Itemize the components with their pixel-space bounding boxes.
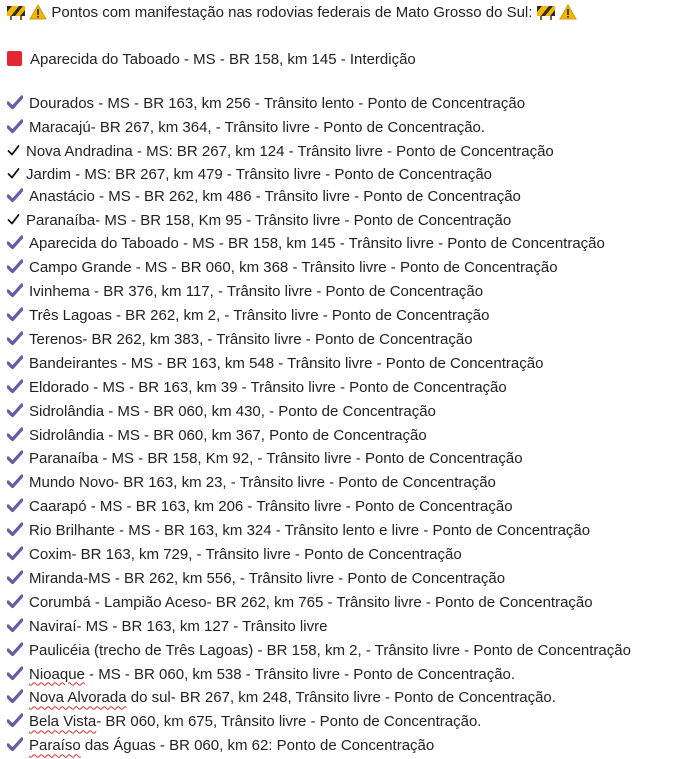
list-item [7, 687, 697, 711]
list-item-text: Eldorado - MS - BR 163, km 39 - Trânsito livre - Ponto de Concentração [29, 378, 507, 396]
spacer [7, 27, 697, 49]
list-item-text: Mundo Novo- BR 163, km 23, - Trânsito livre - Ponto de Concentração [29, 474, 496, 492]
list-item-text: Paranaíba- MS - BR 158, Km 95 - Trânsito livre - Ponto de Concentração [26, 212, 512, 230]
heavy-check-icon [7, 450, 23, 472]
header-title: Pontos com manifestação nas rodovias federais de Mato Grosso do Sul: [51, 4, 533, 21]
header-line [7, 2, 697, 27]
list-item-text: Miranda-MS - BR 262, km 556, - Trânsito livre - Ponto de Concentração [29, 569, 506, 587]
list-item-text: Ivinhema - BR 376, km 117, - Trânsito livre - Ponto de Concentração [29, 283, 484, 301]
list-item-text: Sidrolândia - MS - BR 060, km 367, Ponto de Concentração [29, 426, 427, 444]
spellcheck-word: Bela Vista [29, 713, 97, 731]
list-item-text: Terenos- BR 262, km 383, - Trânsito livre - Ponto de Concentração [29, 330, 473, 348]
heavy-check-icon [7, 331, 23, 353]
heavy-check-icon [7, 307, 23, 329]
list-item-text: - MS - BR 060, km 538 - Trânsito livre - Ponto de Concentração. [84, 665, 516, 683]
list-item [7, 353, 697, 377]
list-item-text: Aparecida do Taboado - MS - BR 158, km 145 - Trânsito livre - Ponto de Concentração [29, 235, 605, 253]
heavy-check-icon [7, 235, 23, 257]
check-icon [7, 142, 20, 164]
heavy-check-icon [7, 498, 23, 520]
heavy-check-icon [7, 403, 23, 425]
spellcheck-word: Paraíso [29, 737, 81, 755]
list-item-text: Dourados - MS - BR 163, km 256 - Trânsito lento - Ponto de Concentração [29, 94, 526, 112]
list-item-text: Sidrolândia - MS - BR 060, km 430, - Ponto de Concentração [29, 402, 436, 420]
list-item-text: Rio Brilhante - MS - BR 163, km 324 - Trânsito lento e livre - Ponto de Concentração [29, 522, 591, 540]
list-item-text: Caarapó - MS - BR 163, km 206 - Trânsito livre - Ponto de Concentração [29, 498, 513, 516]
list-item [7, 472, 697, 496]
heavy-check-icon [7, 594, 23, 616]
list-item [7, 592, 697, 616]
list-item-text: Naviraí- MS - BR 163, km 127 - Trânsito livre [29, 617, 328, 635]
red-square-icon [7, 51, 22, 66]
spacer [7, 71, 697, 93]
list-item [7, 164, 697, 187]
heavy-check-icon [7, 427, 23, 449]
heavy-check-icon [7, 188, 23, 210]
list-item [7, 117, 697, 141]
alert-line [7, 49, 697, 71]
list-item [7, 377, 697, 401]
check-icon [7, 211, 20, 233]
list-item-text: - BR 060, km 675, Trânsito livre - Ponto de Concentração. [96, 713, 482, 731]
spellcheck-word: Nova Alvorada [29, 689, 127, 707]
list-item-text: Nova Andradina - MS: BR 267, km 124 - Trânsito livre - Ponto de Concentração [26, 142, 554, 160]
heavy-check-icon [7, 618, 23, 640]
check-icon [7, 165, 20, 187]
list-item [7, 401, 697, 425]
list-item [7, 186, 697, 210]
list-item-text: Campo Grande - MS - BR 060, km 368 - Trânsito livre - Ponto de Concentração [29, 259, 558, 277]
heavy-check-icon [7, 522, 23, 544]
list-item-text: Três Lagoas - BR 262, km 2, - Trânsito livre - Ponto de Concentração [29, 306, 490, 324]
list-item-text: do sul- BR 267, km 248, Trânsito livre - Ponto de Concentração. [126, 689, 556, 707]
list-item [7, 735, 697, 759]
heavy-check-icon [7, 259, 23, 281]
heavy-check-icon [7, 474, 23, 496]
list-item [7, 93, 697, 117]
alert-text: Aparecida do Taboado - MS - BR 158, km 145 - Interdição [30, 50, 416, 68]
list-item [7, 257, 697, 281]
heavy-check-icon [7, 283, 23, 305]
list-item [7, 520, 697, 544]
list-item [7, 664, 697, 688]
list-item [7, 640, 667, 664]
list-item [7, 448, 697, 472]
list-item [7, 233, 697, 257]
list-item-text: Paranaíba - MS - BR 158, Km 92, - Trânsito livre - Ponto de Concentração [29, 450, 523, 468]
heavy-check-icon [7, 737, 23, 759]
list-item [7, 544, 697, 568]
list-item-text: Corumbá - Lampião Aceso- BR 262, km 765 - Trânsito livre - Ponto de Concentração [29, 593, 593, 611]
construction-icon [537, 4, 555, 27]
list-item-text: Maracajú- BR 267, km 364, - Trânsito livre - Ponto de Concentração. [29, 118, 486, 136]
list-item [7, 616, 697, 640]
list-item [7, 496, 697, 520]
heavy-check-icon [7, 666, 23, 688]
list-item [7, 210, 697, 233]
list-item [7, 141, 697, 164]
heavy-check-icon [7, 570, 23, 592]
warning-icon [559, 4, 577, 27]
heavy-check-icon [7, 546, 23, 568]
spellcheck-word: Nioaque [29, 665, 85, 683]
location-list [7, 93, 697, 759]
list-item [7, 568, 697, 592]
list-item-text: Coxim- BR 163, km 729, - Trânsito livre - Ponto de Concentração [29, 546, 462, 564]
list-item [7, 305, 697, 329]
list-item [7, 281, 697, 305]
warning-icon [29, 4, 47, 27]
list-item-text: Jardim - MS: BR 267, km 479 - Trânsito livre - Ponto de Concentração [26, 165, 493, 183]
list-item-text: Bandeirantes - MS - BR 163, km 548 - Trânsito livre - Ponto de Concentração [29, 354, 544, 372]
heavy-check-icon [7, 379, 23, 401]
list-item [7, 329, 697, 353]
list-item-text: Anastácio - MS - BR 262, km 486 - Trânsito livre - Ponto de Concentração [29, 188, 521, 206]
list-item-text: Paulicéia (trecho de Três Lagoas) - BR 158, km 2, - Trânsito livre - Ponto de Concentração [29, 641, 631, 659]
heavy-check-icon [7, 95, 23, 117]
heavy-check-icon [7, 689, 23, 711]
heavy-check-icon [7, 119, 23, 141]
heavy-check-icon [7, 355, 23, 377]
heavy-check-icon [7, 642, 23, 664]
list-item [7, 425, 697, 449]
construction-icon [7, 4, 25, 27]
list-item-text: das Águas - BR 060, km 62: Ponto de Concentração [80, 737, 435, 755]
